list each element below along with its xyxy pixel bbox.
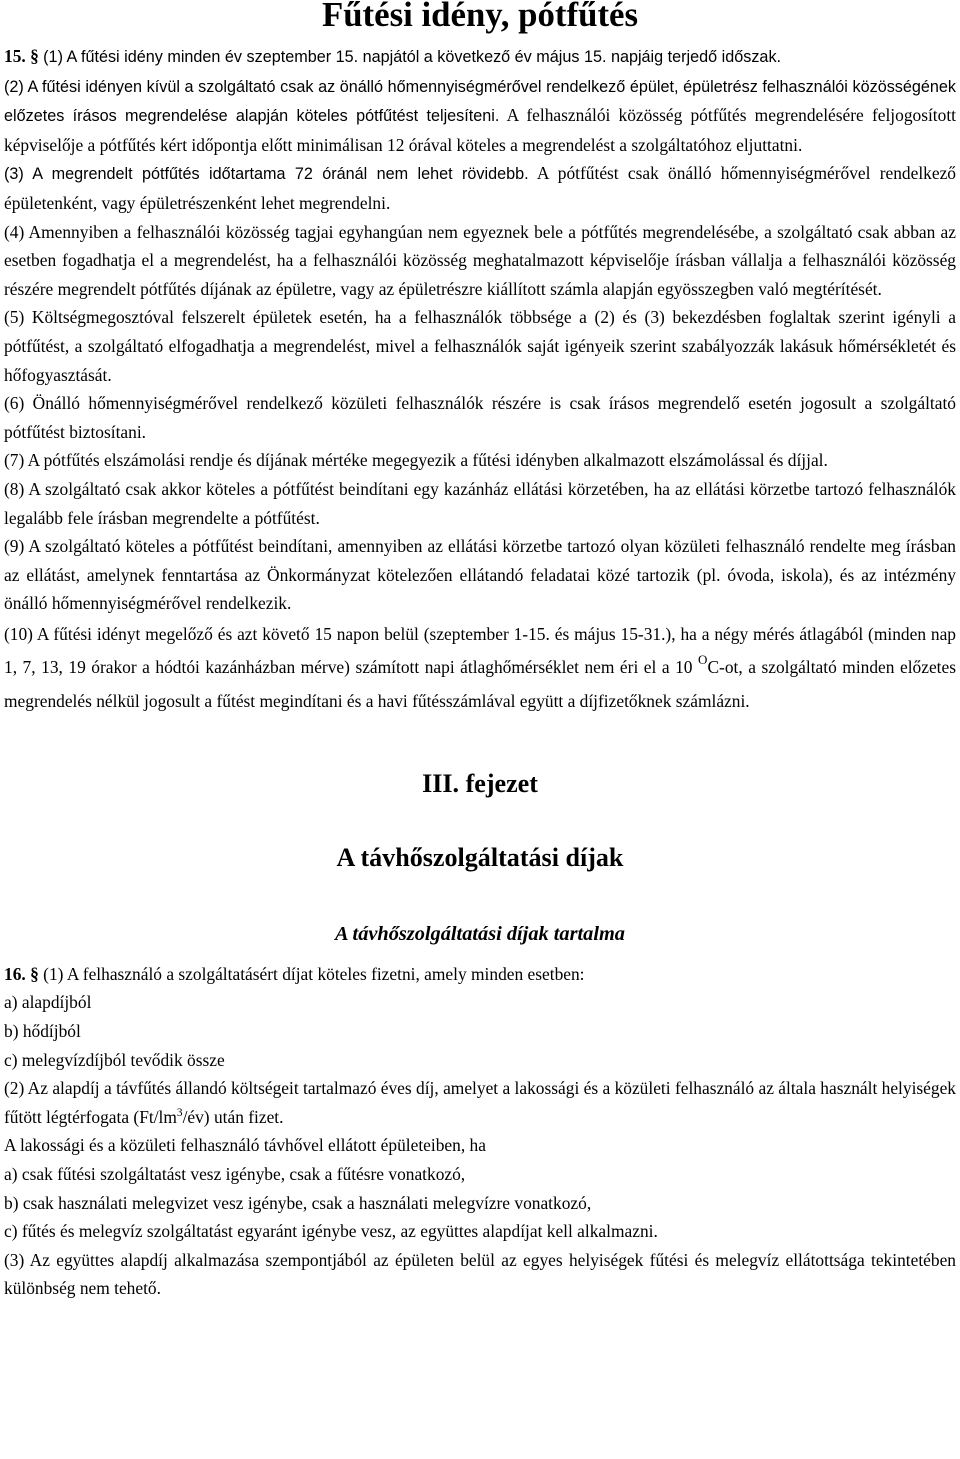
subchapter-title: A távhőszolgáltatási díjak tartalma	[335, 922, 625, 945]
list-item-c: c) melegvízdíjból tevődik össze	[4, 1049, 225, 1070]
section-16-paragraph-2-intro: A lakossági és a közületi felhasználó távhővel ellátott épületeiben, ha	[4, 1135, 486, 1156]
section-15-paragraph-5: (5) Költségmegosztóval felszerelt épületek esetén, ha a felhasználók többsége a (2) és (3) bekezdésben foglaltak szerint igényli a pótfűtést, a szolgáltató elfogadhatja a megrendelést, mivel a felhasználók saját igényeik szerint szabályozzák lakásuk hőmérsékletét és hőfogyasztását.	[4, 307, 956, 385]
section-16-paragraph-2	[4, 1074, 956, 1131]
list-item-b: b) csak használati melegvizet vesz igénybe, csak a használati melegvízre vonatkozó,	[4, 1192, 592, 1213]
cubic-superscript: 3	[176, 1107, 183, 1120]
section-15-paragraph-1	[4, 42, 956, 72]
spacer	[4, 872, 956, 920]
paragraph-text-sans: (2) A fűtési idényen kívül a szolgáltató csak az önálló hőmennyiségmérővel rendelkező épület, épületrész felhasználói közösségének előzetes írásos megrendelése alapján köteles pótfűtést teljesíteni.	[4, 77, 956, 126]
list-item-b: b) hődíjból	[4, 1021, 81, 1042]
list-item-c: c) fűtés és melegvíz szolgáltatást egyaránt igénybe vesz, az együttes alapdíjat kell alkalmazni.	[4, 1221, 658, 1242]
list-item-a: a) csak fűtési szolgáltatást vesz igénybe, csak a fűtésre vonatkozó,	[4, 1164, 466, 1185]
paragraph-text: (1) A fűtési idény minden év szeptember 15. napjától a következő év május 15. napjáig terjedő időszak.	[43, 48, 782, 66]
paragraph-text: A pótfűtést csak önálló hőmennyiségmérővel rendelkező épületenként, vagy épületrészenként lehet megrendelni.	[4, 163, 956, 213]
section-number: 15.	[4, 46, 26, 66]
section-15-paragraph-8: (8) A szolgáltató csak akkor köteles a pótfűtést beindítani egy kazánház ellátási körzetében, ha az ellátási körzetbe tartozó felhasználók legalább fele írásban megrendelte a pótfűtést.	[4, 478, 956, 528]
paragraph-text: (1) A felhasználó a szolgáltatásért díjat köteles fizetni, amely minden esetben:	[43, 963, 585, 984]
section-15-paragraph-6: (6) Önálló hőmennyiségmérővel rendelkező közületi felhasználók részére is csak írásos megrendelő esetén jogosult a szolgáltató pótfűtést biztosítani.	[4, 393, 956, 442]
section-sign: §	[30, 963, 39, 984]
list-item-a: a) alapdíjból	[4, 992, 92, 1013]
section-15-paragraph-2	[4, 72, 956, 160]
paragraph-text: C-ot, a szolgáltató minden előzetes megrendelés nélkül jogosult a fűtést megindítani és a havi fűtésszámlával együtt a díjfizetőknek számlázni.	[4, 656, 956, 711]
paragraph-text: A felhasználói közösség pótfűtés megrendelésére feljogosított képviselője a pótfűtés kért időpontja előtt minimálisan 12 órával köteles a megrendelést a szolgáltatóhoz eljuttatni.	[4, 105, 956, 155]
chapter-title: A távhőszolgáltatási díjak	[336, 842, 624, 872]
section-15-paragraph-4: (4) Amennyiben a felhasználói közösség tagjai egyhangúan nem egyeznek bele a pótfűtés megrendelésébe, a szolgáltató csak abban az esetben fogadhatja el a megrendelést, ha a felhasználói közösség meghatalmazott képviselője írásban vállalja a felhasználói közösség részére megrendelt pótfűtés díjának az épületre, vagy az épületrészre kiállított számla alapján egyösszegben való megtérítését.	[4, 221, 956, 299]
spacer	[4, 798, 956, 844]
paragraph-text-sans: (3) A megrendelt pótfűtés időtartama 72 óránál nem lehet rövidebb.	[4, 165, 529, 184]
section-15-paragraph-9: (9) A szolgáltató köteles a pótfűtést beindítani, amennyiben az ellátási körzetbe tartozó olyan közületi felhasználó rendelte meg írásban az ellátást, amelynek fenntartása az Önkormányzat kötelezően ellátandó feladatai közé tartozik (pl. óvoda, iskola), és az intézmény önálló hőmennyiségmérővel rendelkezik.	[4, 536, 956, 614]
paragraph-text: (2) Az alapdíj a távfűtés állandó költségeit tartalmazó éves díj, amelyet a lakossági és a közületi felhasználó az általa használt helyiségek fűtött légtérfogata (Ft/lm	[4, 1078, 956, 1127]
section-16-paragraph-1	[4, 960, 956, 989]
section-15-paragraph-3	[4, 159, 956, 217]
degree-superscript: O	[698, 651, 708, 667]
chapter-heading: III. fejezet	[422, 768, 538, 798]
section-number: 16.	[4, 963, 26, 984]
section-16-paragraph-3: (3) Az együttes alapdíj alkalmazása szempontjából az épületen belül az egyes helyiségek fűtési és melegvíz ellátottsága tekintetében különbség nem tehető.	[4, 1249, 956, 1299]
section-sign: §	[30, 46, 39, 66]
spacer	[4, 718, 956, 770]
paragraph-text: /év) után fizet.	[182, 1106, 284, 1127]
page-title: Fűtési idény, pótfűtés	[321, 0, 639, 34]
paragraph-text: (10) A fűtési idényt megelőző és azt követő 15 napon belül (szeptember 1-15. és május 15-31.), ha a négy mérés átlagából (minden nap 1, 7, 13, 19 órakor a hódtói kazánházban mérve) számított napi átlaghőmérséklet nem éri el a 10	[4, 623, 956, 677]
spacer	[4, 948, 956, 960]
section-15-paragraph-7: (7) A pótfűtés elszámolási rendje és díjának mértéke megegyezik a fűtési idényben alkalmazott elszámolással és díjjal.	[4, 450, 828, 471]
section-15-paragraph-10	[4, 618, 956, 718]
